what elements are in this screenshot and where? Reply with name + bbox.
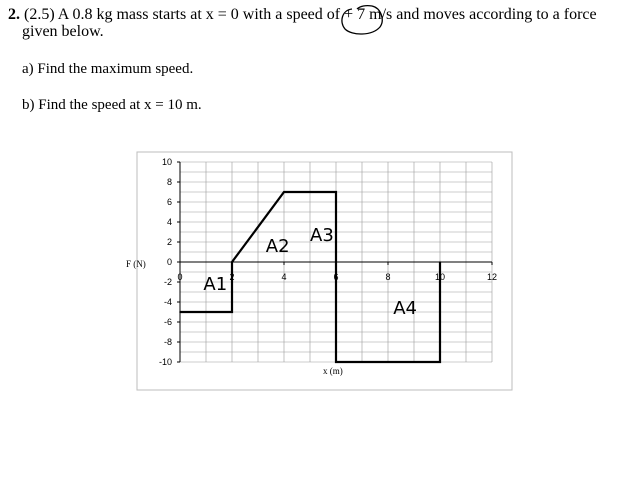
force-point [231,311,233,313]
force-point [179,311,181,313]
force-point [439,361,441,363]
y-tick-label: 6 [166,197,172,207]
y-tick-label: -10 [158,357,172,367]
part-a: a) Find the maximum speed. [22,61,194,77]
y-tick-label: 10 [161,157,172,167]
problem-line-2: given below. [22,23,104,40]
x-axis-label: x (m) [323,366,343,376]
area-label: A1 [203,274,228,295]
part-b: b) Find the speed at x = 10 m. [22,97,202,113]
area-label: A3 [310,225,334,246]
y-tick-label: -2 [163,277,172,287]
x-tick-label: 0 [177,272,183,282]
x-tick-label: 6 [333,272,339,282]
y-tick-label: -4 [163,297,172,307]
area-label: A2 [265,236,290,257]
problem-number: 2. [8,6,20,23]
y-tick-label: 2 [166,237,172,247]
x-tick-label: 12 [486,272,498,282]
x-tick-label: 8 [385,272,391,282]
handwritten-circle [342,6,382,34]
chart-frame [137,152,512,390]
force-point [283,191,285,193]
y-tick-label: -8 [163,337,172,347]
force-point [335,361,337,363]
x-tick-label: 2 [229,272,235,282]
x-tick-label: 10 [434,272,446,282]
area-label: A4 [393,298,417,319]
y-tick-label: 0 [166,257,172,267]
force-point [439,261,441,263]
force-point [335,191,337,193]
y-tick-label: 4 [166,217,172,227]
force-point [231,261,233,263]
y-tick-label: 8 [166,177,172,187]
x-tick-label: 4 [281,272,287,282]
problem-text: (2.5) A 0.8 kg mass starts at x = 0 with a speed of + 7 m/s and moves according to a force [24,6,597,23]
y-axis-label: F (N) [126,259,146,269]
y-tick-label: -6 [163,317,172,327]
